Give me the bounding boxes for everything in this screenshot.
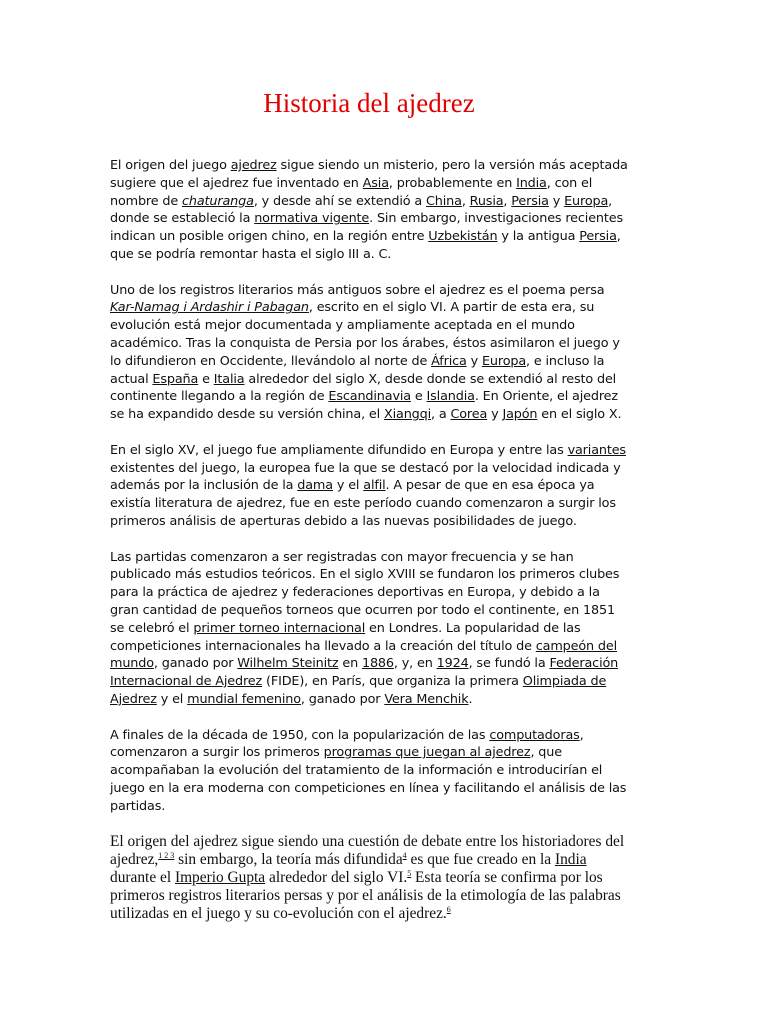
- text-run: , probablemente en: [388, 175, 517, 191]
- paragraph-serif: [110, 833, 632, 923]
- document-body: [110, 157, 632, 941]
- inline-link[interactable]: programas que juegan al ajedrez: [323, 745, 531, 761]
- text-run: Uno de los registros literarios más antiguos sobre el ajedrez es el poema persa: [110, 282, 605, 298]
- inline-link[interactable]: Italia: [213, 371, 245, 387]
- paragraph-4: [110, 549, 632, 709]
- text-run: sin embargo, la teoría más difundida: [174, 851, 403, 869]
- text-run: , escrito en el siglo VI. A partir de esta era, su evolución está mejor documentada y ampliamente aceptada en el mundo académico. Tras la conquista de Persia por los árabes, éstos asimilaron el juego y lo difundieron en Occidente, llevándolo al norte de: [110, 300, 620, 369]
- text-run: y: [466, 353, 482, 369]
- inline-link[interactable]: normativa vigente: [254, 211, 370, 227]
- footnote-ref[interactable]: 1 2 3: [158, 851, 175, 861]
- inline-link[interactable]: Uzbekistán: [428, 229, 498, 245]
- text-run: , y desde ahí se extendió a: [253, 193, 427, 209]
- inline-link[interactable]: Rusia: [469, 193, 504, 209]
- text-run: alrededor del siglo X, desde donde se extendió al resto del continente llegando a la región de: [110, 371, 617, 405]
- inline-link[interactable]: mundial femenino: [187, 691, 301, 707]
- text-run: , ganado por: [153, 656, 238, 672]
- text-run: , que se podría remontar hasta el siglo III a. C.: [110, 229, 621, 262]
- text-run: y la antigua: [497, 229, 580, 245]
- text-run: en el siglo X.: [537, 407, 622, 423]
- text-run: Esta teoría se confirma por los primeros registros literarios persas y por el análisis de la etimología de las palabras utilizadas en el juego y su co-evolución con el ajedrez.: [110, 869, 621, 923]
- paragraph-5: [110, 727, 632, 816]
- inline-link[interactable]: 1924: [436, 656, 469, 672]
- text-run: y el: [332, 478, 364, 494]
- text-run: , y, en: [393, 656, 437, 672]
- inline-link[interactable]: Federación Internacional de Ajedrez: [110, 656, 619, 690]
- inline-link[interactable]: ajedrez: [230, 158, 277, 173]
- page-title: Historia del ajedrez: [263, 88, 475, 118]
- text-run: , donde se estableció la: [110, 193, 613, 227]
- text-run: sigue siendo un misterio, pero la versión más aceptada sugiere que el ajedrez fue inventado en: [110, 158, 628, 191]
- inline-link[interactable]: África: [431, 353, 467, 369]
- text-run: alrededor del siglo VI.: [265, 869, 408, 887]
- text-run: en Londres. La popularidad de las competiciones internacionales ha llevado a la creación del título de: [110, 620, 581, 654]
- footnote-ref[interactable]: 6: [446, 905, 451, 915]
- inline-link[interactable]: Persia: [579, 229, 617, 245]
- text-run: En el siglo XV, el juego fue ampliamente difundido en Europa y entre las: [110, 442, 568, 458]
- inline-link[interactable]: primer torneo internacional: [193, 620, 366, 636]
- footnote-ref[interactable]: 5: [407, 869, 412, 879]
- text-run: y: [487, 407, 503, 423]
- inline-link[interactable]: chaturanga: [182, 193, 254, 209]
- footnote-ref[interactable]: 4: [402, 851, 407, 861]
- paragraph-3: [110, 442, 632, 531]
- text-run: ,: [503, 193, 512, 209]
- inline-link[interactable]: Escandinavia: [328, 389, 411, 405]
- text-run: , con el nombre de: [110, 175, 593, 209]
- text-run: , e incluso la actual: [110, 353, 605, 387]
- inline-link[interactable]: Europa: [564, 193, 609, 209]
- inline-link[interactable]: Kar-Namag i Ardashir i Pabagan: [110, 300, 309, 316]
- inline-link[interactable]: Asia: [362, 175, 389, 191]
- inline-link[interactable]: Wilhelm Steinitz: [237, 656, 339, 672]
- inline-link[interactable]: Imperio Gupta: [174, 869, 266, 887]
- inline-link[interactable]: Xiangqi: [383, 407, 432, 423]
- text-run: . A pesar de que en esa época ya existía literatura de ajedrez, fue en este período cuando comenzaron a surgir los primeros análisis de aperturas debido a las nuevas posibilidades de juego.: [110, 478, 616, 529]
- text-run: . Sin embargo, investigaciones recientes indican un posible origen chino, en la región entre: [110, 211, 623, 245]
- inline-link[interactable]: dama: [297, 478, 333, 494]
- text-run: A finales de la década de 1950, con la popularización de las: [110, 727, 490, 743]
- text-run: es que fue creado en la: [406, 851, 555, 869]
- text-run: , se fundó la: [468, 656, 550, 672]
- text-run: y el: [156, 691, 188, 707]
- text-run: , que acompañaban la evolución del tratamiento de la información e introducirían el juego en la era moderna con competiciones en línea y facilitando el análisis de las partidas.: [110, 745, 627, 814]
- text-run: e: [410, 389, 427, 405]
- inline-link[interactable]: Islandia: [426, 389, 475, 405]
- text-run: .: [468, 691, 473, 707]
- inline-link[interactable]: Olimpiada de Ajedrez: [110, 674, 607, 707]
- text-run: El origen del ajedrez sigue siendo una cuestión de debate entre los historiadores del ajedrez,: [110, 833, 625, 869]
- inline-link[interactable]: campeón del mundo: [110, 638, 618, 672]
- inline-link[interactable]: Europa: [481, 353, 527, 369]
- text-run: en: [338, 656, 362, 672]
- text-run: El origen del juego: [110, 158, 231, 173]
- text-run: ,: [461, 193, 470, 209]
- inline-link[interactable]: 1886: [361, 656, 394, 672]
- inline-link[interactable]: Japón: [502, 407, 538, 423]
- text-run: existentes del juego, la europea fue la que se destacó por la velocidad indicada y además por la inclusión de la: [110, 460, 621, 494]
- inline-link[interactable]: India: [554, 851, 587, 869]
- text-run: Las partidas comenzaron a ser registradas con mayor frecuencia y se han publicado más estudios teóricos. En el siglo XVIII se fundaron los primeros clubes para la práctica de ajedrez y federaciones deportivas en Europa, y debido a la gran cantidad de pequeños torneos que ocurren por todo el continente, en 1851 se celebró el: [110, 549, 620, 636]
- inline-link[interactable]: Persia: [511, 193, 549, 209]
- paragraph-1: [110, 157, 632, 264]
- inline-link[interactable]: España: [152, 371, 199, 387]
- inline-link[interactable]: Vera Menchik: [384, 691, 469, 707]
- paragraph-2: [110, 282, 632, 424]
- text-run: . En Oriente, el ajedrez se ha expandido desde su versión china, el: [110, 389, 618, 423]
- inline-link[interactable]: China: [426, 193, 462, 209]
- inline-link[interactable]: Corea: [450, 407, 488, 423]
- inline-link[interactable]: variantes: [567, 442, 626, 458]
- text-run: (FIDE), en París, que organiza la primera: [262, 674, 523, 690]
- text-run: , a: [431, 407, 451, 423]
- text-run: durante el: [110, 869, 175, 887]
- text-run: , ganado por: [300, 691, 385, 707]
- inline-link[interactable]: India: [516, 175, 547, 191]
- inline-link[interactable]: alfil: [363, 478, 386, 494]
- text-run: , comenzaron a surgir los primeros: [110, 727, 584, 761]
- text-run: y: [548, 193, 565, 209]
- text-run: e: [198, 371, 214, 387]
- inline-link[interactable]: computadoras: [489, 727, 580, 743]
